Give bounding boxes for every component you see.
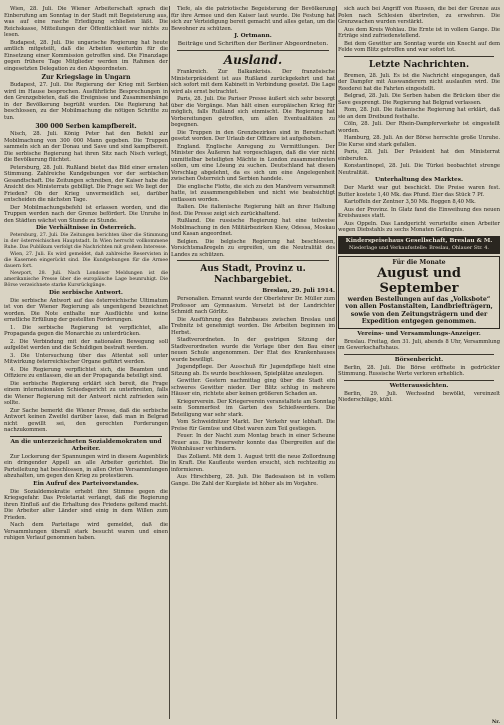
article-paragraph: Kriegerverein. Der Kriegerverein veranstaltete am Sonntag sein Sommerfest im Garten des Schießwerders. Die Beteiligung war sehr stark. <box>171 398 335 418</box>
article-paragraph: Aus Hirschberg, 28. Juli. Die Badesaison ist in vollem Gange. Die Zahl der Kurgäste ist höher als im Vorjahre. <box>171 474 335 487</box>
article-paragraph: Das Zollamt. Mit dem 1. August tritt die neue Zollordnung in Kraft. Die Kaufleute werden ersucht, sich rechtzeitig zu informieren. <box>171 453 335 473</box>
article-paragraph: Gewitter. Gestern nachmittag ging über die Stadt ein schweres Gewitter nieder. Der Blitz schlug in mehrere Häuser ein, richtete aber keinen größeren Schaden an. <box>171 378 335 397</box>
article-paragraph: Die serbische Regierung erklärt sich bereit, die Frage einem internationalen Schiedsgericht zu unterbreiten, falls die Wiener Regierung mit der Antwort nicht zufrieden sein sollte. <box>4 380 168 407</box>
article-paragraph: Paris, 28. Juli. Die Pariser Presse äußert sich sehr besorgt über die Vorgänge. Man hält einen europäischen Krieg für möglich, falls Rußland sich einmischt. Die Regierung hat Vorbereitungen getroffen, um allen Eventualitäten zu begegnen. <box>171 96 335 128</box>
article-paragraph: Hamburg, 28. Juli. An der Börse herrschte große Unruhe. Die Kurse sind stark gefallen. <box>338 135 500 148</box>
article-paragraph: Die englische Flotte, die sich zu den Manövern versammelt hatte, ist zusammengeblieben und nicht wie beabsichtigt entlassen worden. <box>171 183 335 203</box>
article-heading: 300 000 Serben kampfbereit. <box>35 123 137 131</box>
article-heading: Börsenbericht. <box>394 356 444 363</box>
article-paragraph: Breslau. Freitag, den 31. Juli, abends 8 Uhr, Versammlung im Gewerkschaftshaus. <box>338 338 500 352</box>
article-paragraph: Frankreich. Zur Balkankrisis. Der französische Ministerpräsident ist aus Rußland zurückgekehrt und hat sich sofort mit dem Kabinett in Verbindung gesetzt. Die Lage wird als ernst betrachtet. <box>171 69 335 95</box>
article-paragraph: Zur Lockerung der Spannungen wird in diesem Augenblick ein dringender Appell an alle Arbeiter gerichtet. Die Parteileitung hat beschlossen, in allen Orten Versammlungen abzuhalten, um gegen den Krieg zu protestieren. <box>4 453 168 480</box>
article-heading: Unterhaltung des Marktes. <box>375 177 463 183</box>
article-paragraph: England. Englische Anregung zu Vermittlungen. Der Minister des Äußeren hat vorgeschlagen, daß die vier nicht unmittelbar beteiligten Mächte in London zusammentreten sollen, um eine Lösung zu suchen. Deutschland hat diesen Vorschlag abgelehnt, da es sich um eine Angelegenheit zwischen Österreich und Serbien handele. <box>171 143 335 182</box>
article-paragraph: Tiefe, als die patriotische Begeisterung der Bevölkerung für ihre Armee und den Kaiser laut wurde. Die Festung hat sich zur Verteidigung bereit gemacht und alles getan, um die Bewohner zu schützen. <box>171 6 335 32</box>
article-heading: Die Verhältnisse in Österreich. <box>35 225 137 232</box>
article-paragraph: 4. Die Regierung verpflichtet sich, die Beamten und Offiziere zu entlassen, die an der Propaganda beteiligt sind. <box>4 366 168 380</box>
article-paragraph: Die Truppen in den Grenzbezirken sind in Bereitschaft gesetzt worden. Der Urlaub der Offiziere ist aufgehoben. <box>171 129 335 142</box>
article-heading: An die unterzeichneten Sozialdemokraten und Arbeiter. <box>10 438 162 452</box>
dateline: Breslau, 29. Juli 1914. <box>262 288 335 294</box>
column-right <box>338 6 500 719</box>
advertisement-headline: August und September <box>377 265 461 296</box>
article-paragraph: Aus Oppeln. Das Landgericht verurteilte einen Arbeiter wegen Diebstahls zu sechs Monaten Gefängnis. <box>338 220 500 233</box>
article-paragraph: Budapest, 27. Juli. Die Regierung der Krieg mit Serbien wird im Hause besprochen. Ausführliche Besprechungen in den Grenzgebieten, daß die Ereignisse und Zusammenhänge in der Bevölkerung begrüßt wurden. Die Regierung hat beschlossen, zu der Mobilmachung die nötigen Schritte zu tun. <box>4 82 168 121</box>
article-paragraph: Personalien. Ernannt wurde der Oberlehrer Dr. Müller zum Professor am Gymnasium. Versetzt ist der Landrichter Schmidt nach Görlitz. <box>171 296 335 315</box>
article-paragraph: Aus dem Kreis Wohlau. Die Ernte ist in vollem Gange. Die Erträge sind zufriedenstellend. <box>338 26 500 39</box>
section-banner: Letzte Nachrichten. <box>368 59 470 70</box>
article-byline-sub: Beiträge und Schriften der Berliner Abgeordneten. <box>177 41 329 47</box>
article-paragraph: Paris, 28. Juli. Der Präsident hat den Ministerrat einberufen. <box>338 149 500 162</box>
section-banner: Aus Stadt, Provinz u. Nachbargebiet. <box>200 264 306 285</box>
article-paragraph: Belgrad, 28. Juli. Die Serben haben die Brücken über die Save gesprengt. Die Regierung hat Belgrad verlassen. <box>338 93 500 106</box>
divider <box>344 380 494 381</box>
article-paragraph: Petersburg, 27. Juli. Die Zeitungen berichten über die Stimmung in der österreichischen Hauptstadt. In Wien herrscht vollkommene Ruhe. Das Publikum verfolgt die Nachrichten mit großem Interesse. <box>4 233 168 251</box>
divider <box>177 260 329 261</box>
column-divider <box>336 6 337 719</box>
column-middle <box>171 6 335 719</box>
divider <box>10 436 162 437</box>
article-paragraph: Stadtverordneten. In der gestrigen Sitzung der Stadtverordneten wurde die Vorlage über den Bau einer neuen Schule angenommen. Der Etat des Krankenhauses wurde bewilligt. <box>171 337 335 363</box>
article-paragraph: Rom, 28. Juli. Die italienische Regierung hat erklärt, daß sie an dem Dreibund festhalte. <box>338 107 500 120</box>
article-paragraph: Newport, 28. Juli. Nach Londoner Meldungen ist die amerikanische Presse über die europäische Lage beunruhigt. Die Börse verzeichnete starke Kursrückgänge. <box>4 270 168 288</box>
article-paragraph: Die serbische Antwort auf das österreichische Ultimatum ist von der Wiener Regierung als ungenügend bezeichnet worden. Die Note enthalte nur Ausflüchte und keine ernstliche Erfüllung der gestellten Forderungen. <box>4 297 168 324</box>
article-heading: Wetteraussichten. <box>389 382 449 389</box>
article-paragraph: Petersburg, 28. Juli. Rußland bietet das Bild einer ernsten Stimmung. Zahlreiche Kundgebungen vor der serbischen Gesandtschaft. Die Zeitungen schreiben, der Kaiser habe die Ansicht des Ministerrats gebilligt. Die Frage sei: Wo liegt der Frieden? Ob der Krieg unvermeidlich sei, darüber entscheiden die nächsten Tage. <box>4 164 168 204</box>
article-paragraph: Budapest, 28. Juli. Die ungarische Regierung hat heute amtlich mitgeteilt, daß die Arbeiten weiterhin für die Einsetzung einer Kommission getroffen sind. Die Finanzlage gegen frühere Tage Mitglieder werden im Rahmen der eingesetzten Delegation zu den Abgeordneten. <box>4 39 168 72</box>
advertisement-body: werden Bestellungen auf das „Volksbote“ von allen Postanstalten, Landbriefträgern, sowie von den Zeitungsträgern und der Expedition entgegen genommen. <box>345 295 493 326</box>
article-paragraph: 3. Die Untersuchung über das Attentat soll unter Mitwirkung österreichischer Organe geführt werden. <box>4 352 168 366</box>
article-paragraph: Der Markt war gut beschickt. Die Preise waren fest. Butter kostete 1,40 Mk. das Pfund. Eier das Stück 7 Pf. <box>338 185 500 198</box>
section-banner: Ausland. <box>223 53 283 67</box>
divider <box>177 50 329 51</box>
article-paragraph: Wien, 28. Juli. Die Wiener Arbeiterschaft sprach die Einberufung am Sonntag in der Stadt mit Begeisterung aus, was auf eine rasche Erledigung schließen läßt. Die Reichskasse, Mitteilungen der Öffentlichkeit war nichts zu lesen. <box>4 6 168 38</box>
advertisement-subtitle: Niederlage und Verkaufsstelle: Breslau, Ohlauer Str. 4. <box>348 244 489 251</box>
article-paragraph: Bremen, 28. Juli. Es ist die Nachricht eingegangen, daß der Dampfer mit Auswanderern nicht auslaufen wird. Die Reederei hat die Fahrten eingestellt. <box>338 72 500 92</box>
article-paragraph: Nisch, 28. Juli. König Peter hat den Befehl zur Mobilmachung von 300 000 Mann gegeben. Die Truppen sammeln sich an der Donau und Save und sind kampfbereit. Die serbische Regierung hat ihren Sitz nach Nisch verlegt, die Bevölkerung flüchtet. <box>4 131 168 164</box>
article-paragraph: Cöln, 28. Juli. Der Rhein-Dampferverkehr ist eingestellt worden. <box>338 121 500 134</box>
article-heading: Vereins- und Versammlungs-Anzeiger. <box>357 330 481 337</box>
article-heading: Ein Aufruf des Parteivorstandes. <box>33 480 139 487</box>
article-paragraph: Aus der Provinz. In Glatz fand die Einweihung des neuen Kreishauses statt. <box>338 206 500 219</box>
article-paragraph: Nach dem Parteitage wird gemeldet, daß die Versammlungen überall stark besucht waren und einen ruhigen Verlauf genommen haben. <box>4 522 168 542</box>
article-paragraph: Konstantinopel, 28. Juli. Die Türkei beobachtet strenge Neutralität. <box>338 163 500 176</box>
article-paragraph: Bei dem Gewitter am Sonntag wurde ein Knecht auf dem Felde vom Blitz getroffen und war sofort tot. <box>338 40 500 53</box>
article-paragraph: Die Ausführung des Bahnbaues zwischen Breslau und Trebnitz ist genehmigt worden. Die Arbeiten beginnen im Herbst. <box>171 316 335 336</box>
article-paragraph: Zur Sache bemerkt die Wiener Presse, daß die serbische Antwort keinen Zweifel darüber lasse, daß man in Belgrad nicht gewillt sei, den gerechten Forderungen nachzukommen. <box>4 407 168 434</box>
article-heading: Die serbische Antwort. <box>49 289 123 296</box>
article-byline: J. Ortmann. <box>234 33 272 39</box>
article-paragraph: Italien. Die italienische Regierung hält an ihrer Haltung fest. Die Presse zeigt sich zurückhaltend. <box>171 204 335 217</box>
article-paragraph: Die Sozialdemokratie erhebt ihre Stimme gegen die Kriegsgefahr. Das Proletariat verlangt, daß die Regierung ihren Einfluß auf die Erhaltung des Friedens geltend macht. Die Arbeiter aller Länder sind einig in dem Willen zum Frieden. <box>4 488 168 521</box>
article-paragraph: sich auch bei Angriff von Russen, die bei der Grenze aus Polen nach Schlesien übertreten, zu erwehren. Die Grenzwachen wurden verstärkt. <box>338 6 500 25</box>
article-paragraph: 1. Die serbische Regierung ist verpflichtet, alle Propaganda gegen die Monarchie zu unterdrücken. <box>4 324 168 338</box>
article-paragraph: Vom Schweidnitzer Markt. Der Verkehr war lebhaft. Die Preise für Gemüse und Obst waren zum Teil gestiegen. <box>171 419 335 432</box>
article-paragraph: Berlin, 29. Juli. Wechselnd bewölkt, vereinzelt Niederschläge, kühl. <box>338 390 500 404</box>
advertisement-line: Für die Monate <box>392 258 446 266</box>
article-paragraph: Feuer. In der Nacht zum Montag brach in einer Scheune Feuer aus. Die Feuerwehr konnte das Übergreifen auf die Wohnhäuser verhindern. <box>171 433 335 452</box>
article-paragraph: Kartoffeln der Zentner 3,50 Mk. Roggen 8,40 Mk. <box>344 199 476 205</box>
divider <box>344 354 494 355</box>
column-divider <box>169 6 170 719</box>
column-left <box>4 6 168 719</box>
divider <box>344 56 494 57</box>
advertisement-title: Kinderspeisehaus Gesellschaft, Breslau & M. <box>345 237 493 244</box>
article-paragraph: Wien, 27. Juli. Es wird gemeldet, daß zahlreiche Reservisten in die Kasernen eingerückt sind. Die Kundgebungen für die Armee dauern fort. <box>4 252 168 269</box>
article-paragraph: 2. Die Verbindung mit der nationalen Bewegung soll aufgelöst werden und die Schuldigen bestraft werden. <box>4 338 168 352</box>
page-number: Nr. <box>491 719 500 725</box>
article-heading: Zur Kriegslage in Ungarn <box>41 74 131 81</box>
advertisement-dark <box>338 236 500 254</box>
article-paragraph: Jugendpflege. Der Ausschuß für Jugendpflege hielt eine Sitzung ab. Es wurde beschlossen, Spielplätze anzulegen. <box>171 364 335 377</box>
article-paragraph: Berlin, 28. Juli. Die Börse eröffnete in gedrückter Stimmung. Russische Werte verloren erheblich. <box>338 364 500 378</box>
subscription-advertisement <box>338 256 500 329</box>
article-paragraph: Der Mobilmachungsbefehl ist erlassen worden, und die Truppen werden nach der Grenze befördert. Die Unruhe in den Städten wächst von Stunde zu Stunde. <box>4 204 168 224</box>
article-paragraph: Rußland. Die russische Regierung hat eine teilweise Mobilmachung in den Militärbezirken Kiew, Odessa, Moskau und Kasan angeordnet. <box>171 218 335 237</box>
article-paragraph: Belgien. Die belgische Regierung hat beschlossen, Vorsichtsmaßregeln zu ergreifen, um die Neutralität des Landes zu schützen. <box>171 238 335 258</box>
